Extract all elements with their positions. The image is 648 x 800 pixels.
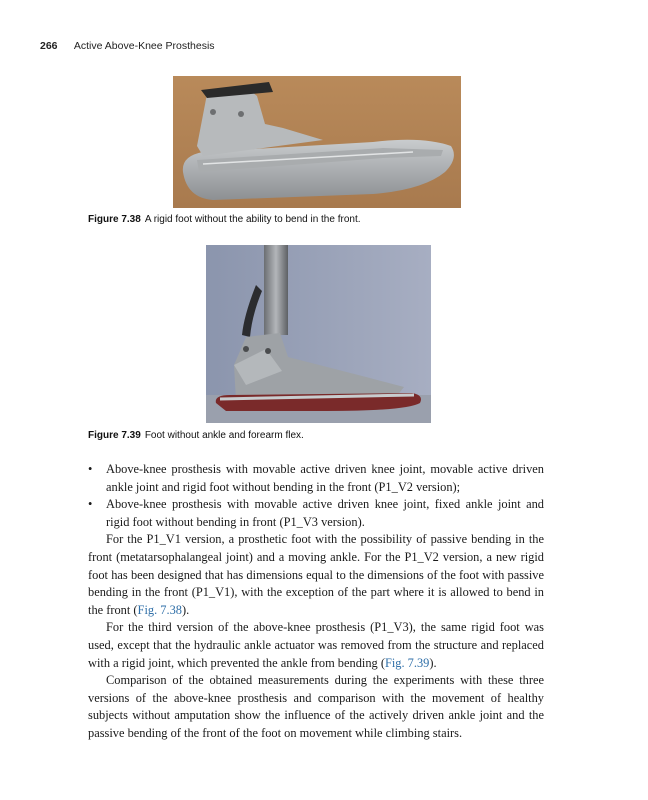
running-header — [40, 40, 215, 52]
version-bullet-list — [88, 461, 544, 531]
figure-7-39-link[interactable]: Fig. 7.39 — [384, 655, 430, 670]
figure-7-38-caption — [88, 214, 361, 225]
list-item: • Above-knee prosthesis with movable active driven knee joint, movable active driven ankle joint and rigid foot without bending in the front (P1_V2 version); — [88, 462, 544, 494]
figure-7-38-link[interactable]: Fig. 7.38 — [137, 602, 182, 617]
list-item: • Above-knee prosthesis with movable active driven knee joint, fixed ankle joint and rigid foot without bending in front (P1_V3 version). — [88, 497, 544, 529]
figure-caption-text: Foot without ankle and forearm flex. — [144, 430, 304, 441]
running-title: Active Above-Knee Prosthesis — [73, 40, 215, 52]
body-text — [88, 461, 544, 743]
bullet-text: Above-knee prosthesis with movable active driven knee joint, movable active driven ankle joint and rigid foot without bending in the front (P1_V2 version); — [106, 462, 544, 494]
figure-caption-text: A rigid foot without the ability to bend in the front. — [144, 214, 361, 225]
foot-without-ankle-photo — [206, 245, 431, 423]
figure-7-39-caption — [88, 430, 304, 441]
rigid-foot-photo — [173, 76, 461, 208]
figure-label: Figure 7.39 — [88, 430, 141, 441]
paragraph-comparison: Comparison of the obtained measurements during the experiments with these three versions of the above-knee prosthesis and comparison with the movement of healthy subjects without amputation show the influence of the actively driven ankle joint and the passive bending of the front of the foot on movement while climbing stairs. — [88, 673, 544, 740]
paragraph-p1-v3: For the third version of the above-knee prosthesis (P1_V3), the same rigid foot was used, except that the hydraulic ankle actuator was removed from the structure and replaced with a rigid joint, which prevented the ankle from bending (Fig. 7.39). — [88, 620, 544, 670]
paragraph-p1-v1: For the P1_V1 version, a prosthetic foot with the possibility of passive bending in the front (metatarsophalangeal joint) and a moving ankle. For the P1_V2 version, a new rigid foot has been designed that has dimensions equal to the dimensions of the foot with passive bending in the front (P1_V1), with the exception of the part where it is allowed to bend in the front (Fig. 7.38). — [88, 532, 544, 617]
page-number: 266 — [40, 40, 58, 52]
bullet-text: Above-knee prosthesis with movable active driven knee joint, fixed ankle joint and rigid foot without bending in front (P1_V3 version). — [106, 497, 544, 529]
figure-label: Figure 7.38 — [88, 214, 141, 225]
